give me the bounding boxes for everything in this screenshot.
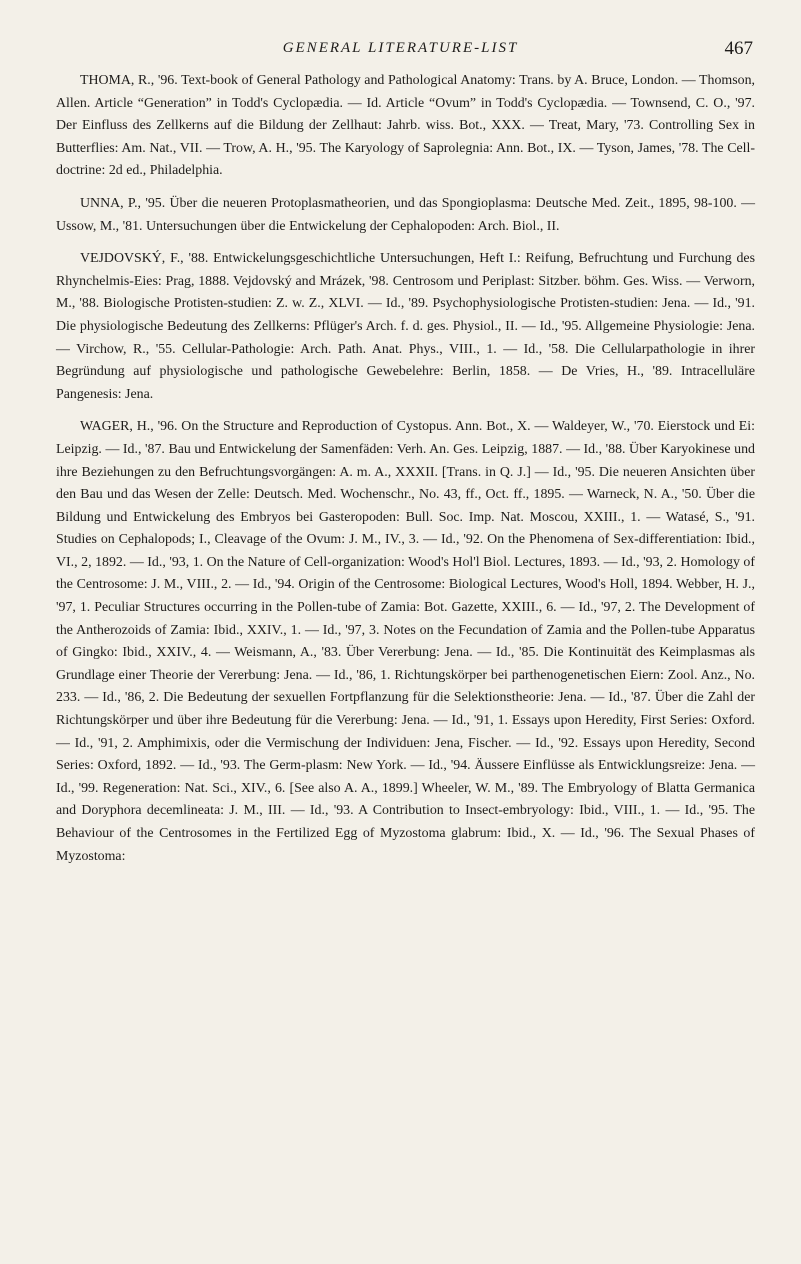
page-header <box>0 30 801 66</box>
bibliography-entry-thoma: THOMA, R., '96. Text-book of General Pathology and Pathological Anatomy: Trans. by A. Bruce, London. — Thomson, Allen. Article “Generation” in Todd's Cyclopædia. — Id. Article “Ovum” in Todd's Cyclopædia. — Townsend, C. O., '97. Der Einfluss des Zellkerns auf die Bildung der Zellhaut: Jahrb. wiss. Bot., XXX. — Treat, Mary, '73. Controlling Sex in Butterflies: Am. Nat., VII. — Trow, A. H., '95. The Karyology of Saprolegnia: Ann. Bot., IX. — Tyson, James, '78. The Cell-doctrine: 2d ed., Philadelphia. <box>56 73 755 179</box>
bibliography-entry-wager: WAGER, H., '96. On the Structure and Reproduction of Cystopus. Ann. Bot., X. — Waldeyer, W., '70. Eierstock und Ei: Leipzig. — Id., '87. Bau und Entwickelung der Samenfäden: Verh. An. Ges. Leipzig, 1887. — Id., '88. Über Karyokinese und ihre Beziehungen zu den Befruchtungsvorgängen: A. m. A., XXXII. [Trans. in Q. J.] — Id., '95. Die neueren Ansichten über den Bau und das Wesen der Zelle: Deutsch. Med. Wochenschr., No. 43, ff., Oct. ff., 1895. — Warneck, N. A., '50. Über die Bildung und Entwickelung des Embryos bei Gasteropoden: Bull. Soc. Imp. Nat. Moscou, XXIII., 1. — Watasé, S., '91. Studies on Cephalopods; I., Cleavage of the Ovum: J. M., IV., 3. — Id., '92. On the Phenomena of Sex-differentiation: Ibid., VI., 2, 1892. — Id., '93, 1. On the Nature of Cell-organization: Wood's Hol'l Biol. Lectures, 1893. — Id., '93, 2. Homology of the Centrosome: J. M., VIII., 2. — Id., '94. Origin of the Centrosome: Biological Lectures, Wood's Holl, 1894. Webber, H. J., '97, 1. Peculiar Structures occurring in the Pollen-tube of Zamia: Bot. Gazette, XXIII., 6. — Id., '97, 2. The Development of the Antherozoids of Zamia: Ibid., XXIV., 1. — Id., '97, 3. Notes on the Fecundation of Zamia and the Pollen-tube Apparatus of Gingko: Ibid., XXIV., 4. — Weismann, A., '83. Über Vererbung: Jena. — Id., '85. Die Kontinuität des Keimplasmas als Grundlage einer Theorie der Vererbung: Jena. — Id., '86, 1. Richtungskörper bei parthenogenetischen Eiern: Zool. Anz., No. 233. — Id., '86, 2. Die Bedeutung der sexuellen Fortpflanzung für die Selektionstheorie: Jena. — Id., '87. Über die Zahl der Richtungskörper und über ihre Bedeutung für die Vererbung: Jena. — Id., '91, 1. Essays upon Heredity, First Series: Oxford. — Id., '91, 2. Amphimixis, oder die Vermischung der Individuen: Jena, Fischer. — Id., '92. Essays upon Heredity, Second Series: Oxford, 1892. — Id., '93. The Germ-plasm: New York. — Id., '94. Äussere Einflüsse als Entwicklungsreize: Jena. — Id., '99. Regeneration: Nat. Sci., XIV., 6. [See also A. A., 1899.] Wheeler, W. M., '89. The Embryology of Blatta Germanica and Doryphora decemlineata: J. M., III. — Id., '93. A Contribution to Insect-embryology: Ibid., VIII., 1. — Id., '95. The Behaviour of the Centrosomes in the Fertilized Egg of Myzostoma glabrum: Ibid., X. — Id., '96. The Sexual Phases of Myzostoma: <box>56 419 755 864</box>
bibliography-entry-vejdovsky: VEJDOVSKÝ, F., '88. Entwickelungsgeschichtliche Untersuchungen, Heft I.: Reifung, Befruchtung und Furchung des Rhynchelmis-Eies: Prag, 1888. Vejdovský and Mrázek, '98. Centrosom und Periplast: Sitzber. böhm. Ges. Wiss. — Verworn, M., '88. Biologische Protisten-studien: Z. w. Z., XLVI. — Id., '89. Psychophysiologische Protisten-studien: Jena. — Id., '91. Die physiologische Bedeutung des Zellkerns: Pflüger's Arch. f. d. ges. Physiol., II. — Id., '95. Allgemeine Physiologie: Jena. — Virchow, R., '55. Cellular-Pathologie: Arch. Path. Anat. Phys., VIII., 1. — Id., '58. Die Cellularpathologie in ihrer Begründung auf physiologische und pathologische Gewebelehre: Berlin, 1858. — De Vries, H., '89. Intracelluläre Pangenesis: Jena. <box>56 251 755 402</box>
page-number: 467 <box>724 38 753 59</box>
bibliography-list <box>56 70 755 868</box>
bibliography-entry-unna: UNNA, P., '95. Über die neueren Protoplasmatheorien, und das Spongioplasma: Deutsche Med. Zeit., 1895, 98-100. — Ussow, M., '81. Untersuchungen über die Entwickelung der Cephalopoden: Arch. Biol., II. <box>56 195 755 234</box>
running-head: GENERAL LITERATURE-LIST <box>282 40 519 56</box>
